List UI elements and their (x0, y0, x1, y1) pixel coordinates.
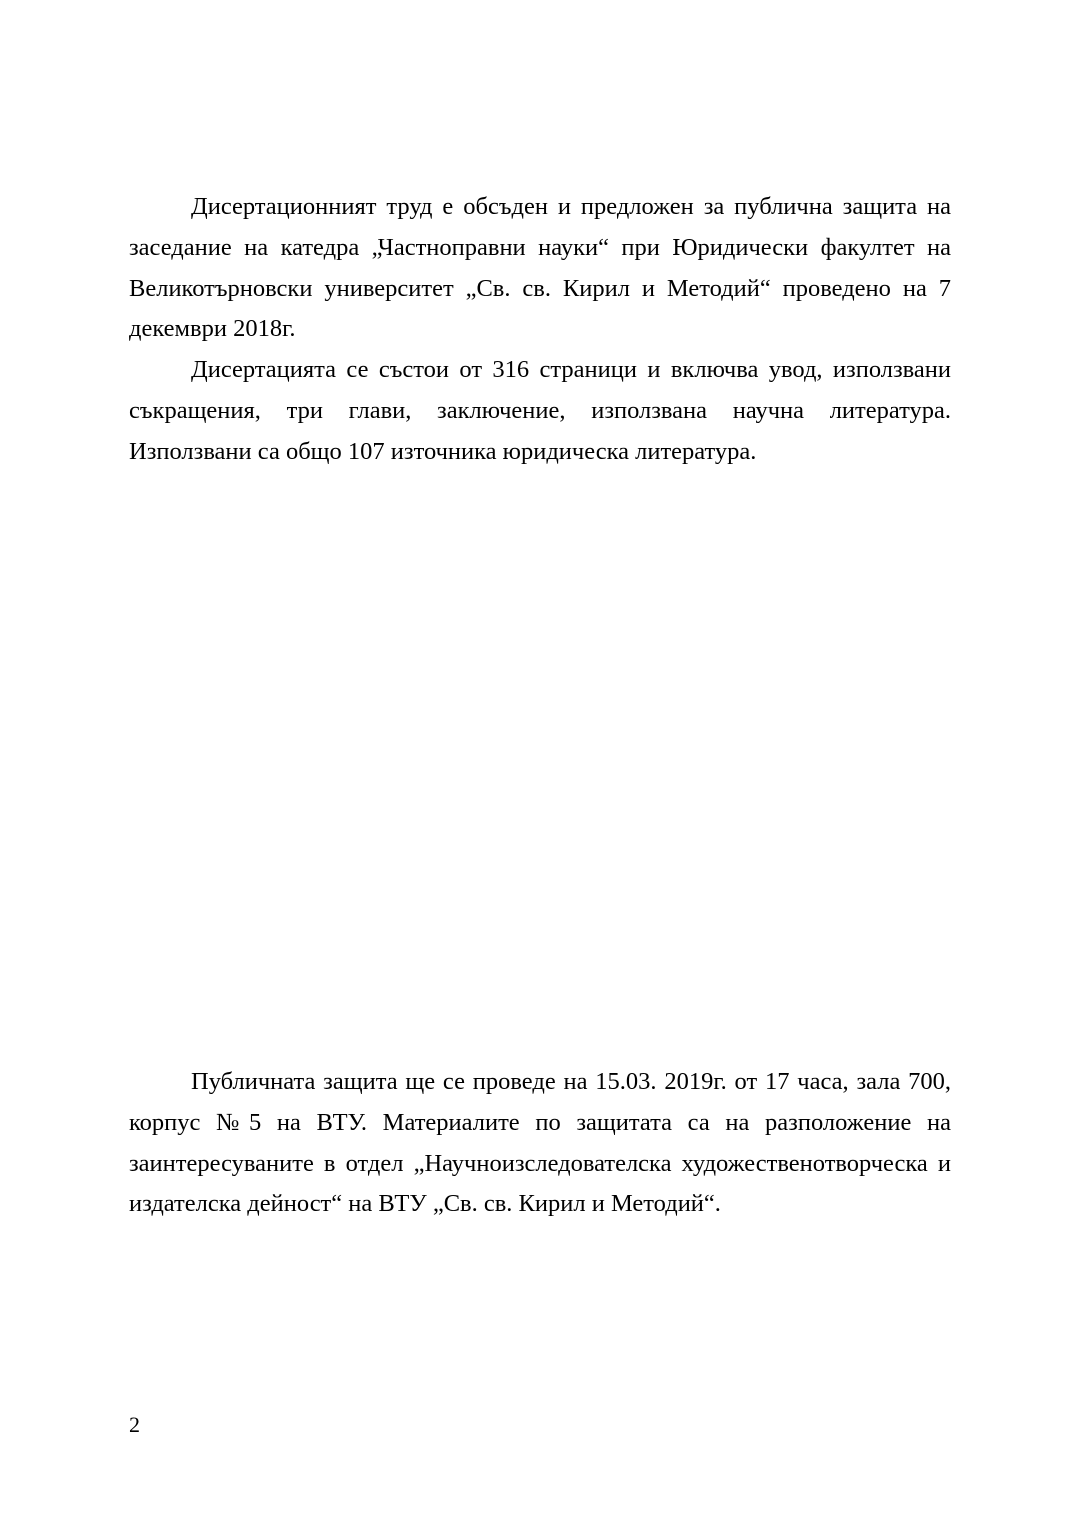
paragraph-structure: Дисертацията се състои от 316 страници и включва увод, използвани съкращения, три глави, заключение, използвана научна литература. Използвани са общо 107 източника юридическа литература. (129, 356, 951, 465)
page-number: 2 (129, 1412, 140, 1437)
paragraph-discussion: Дисертационният труд е обсъден и предложен за публична защита на заседание на катедра „Частноправни науки“ при Юридически факултет на Великотърновски университет „Св. св. Кирил и Методий“ проведено на 7 декември 2018г. (129, 193, 951, 343)
public-defense-section (129, 1062, 951, 1225)
defense-info-section (129, 187, 951, 473)
paragraph-public-defense: Публичната защита ще се проведе на 15.03. 2019г. от 17 часа, зала 700, корпус №5 на ВТУ. Материалите по защитата са на разположение на заинтересуваните в отдел „Научноизследователска художественотворческа и издателска дейност“ на ВТУ „Св. св. Кирил и Методий“. (129, 1068, 951, 1218)
